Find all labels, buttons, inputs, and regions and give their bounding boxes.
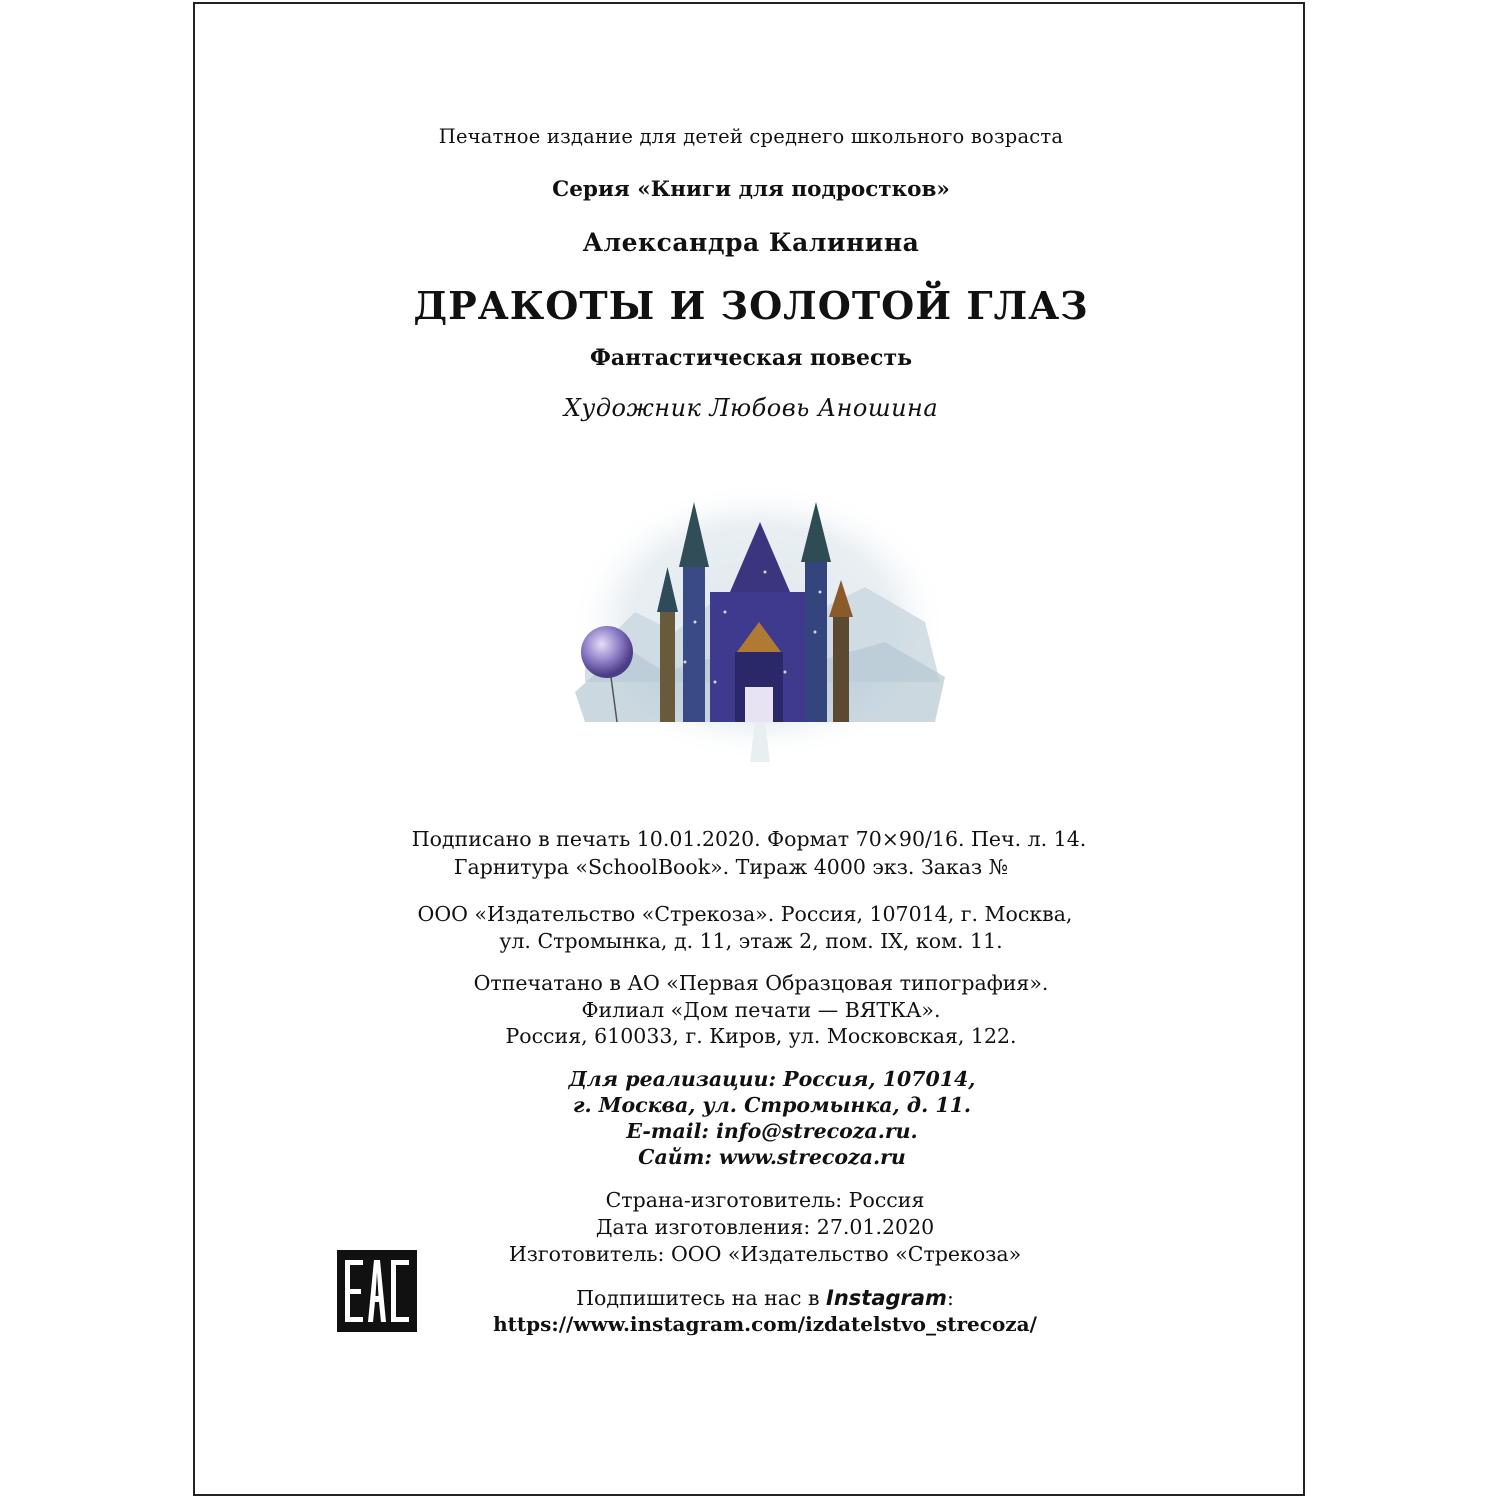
illustrator-credit: Художник Любовь Аношина — [563, 394, 939, 422]
audience-note: Печатное издание для детей среднего школьного возраста — [438, 125, 1064, 148]
book-title: ДРАКОТЫ И ЗОЛОТОЙ ГЛАЗ — [413, 283, 1089, 328]
castle-illustration — [565, 472, 953, 764]
sales-website: Сайт: www.strecoza.ru — [638, 1145, 906, 1169]
print-signed-line-1: Подписано в печать 10.01.2020. Формат 70×90/16. Печ. л. 14. — [411, 827, 1087, 851]
print-signed-line-2: Гарнитура «SchoolBook». Тираж 4000 экз. Заказ № — [453, 855, 1009, 879]
publisher-address-line-1: ООО «Издательство «Стрекоза». Россия, 107014, г. Москва, — [417, 902, 1073, 926]
printer-line-2: Филиал «Дом печати — ВЯТКА». — [581, 998, 941, 1022]
sales-address-line-2: г. Москва, ул. Стромынка, д. 11. — [572, 1093, 972, 1117]
subscribe-text: Подпишитесь на нас в — [576, 1286, 827, 1310]
sales-email: E-mail: info@strecoza.ru. — [626, 1119, 918, 1143]
sales-address-line-1: Для реализации: Россия, 107014, — [568, 1067, 976, 1091]
manufacture-date: Дата изготовления: 27.01.2020 — [595, 1215, 935, 1239]
eac-mark-icon — [337, 1250, 417, 1332]
series-name: Серия «Книги для подростков» — [552, 177, 950, 202]
subscribe-colon: : — [946, 1286, 954, 1310]
book-imprint-page — [193, 2, 1305, 1496]
publisher-address-line-2: ул. Стромынка, д. 11, этаж 2, пом. IX, ком. 11. — [499, 929, 1003, 953]
instagram-brand: Instagram — [826, 1286, 947, 1310]
manufacturer: Изготовитель: ООО «Издательство «Стрекоза» — [508, 1242, 1022, 1266]
instagram-url[interactable]: https://www.instagram.com/izdatelstvo_strecoza/ — [493, 1312, 1037, 1336]
author-name: Александра Калинина — [582, 228, 920, 257]
genre-subtitle: Фантастическая повесть — [589, 345, 913, 371]
country-of-manufacture: Страна-изготовитель: Россия — [605, 1188, 925, 1212]
printer-line-1: Отпечатано в АО «Первая Образцовая типография». — [473, 971, 1049, 995]
printer-line-3: Россия, 610033, г. Киров, ул. Московская, 122. — [505, 1024, 1017, 1048]
